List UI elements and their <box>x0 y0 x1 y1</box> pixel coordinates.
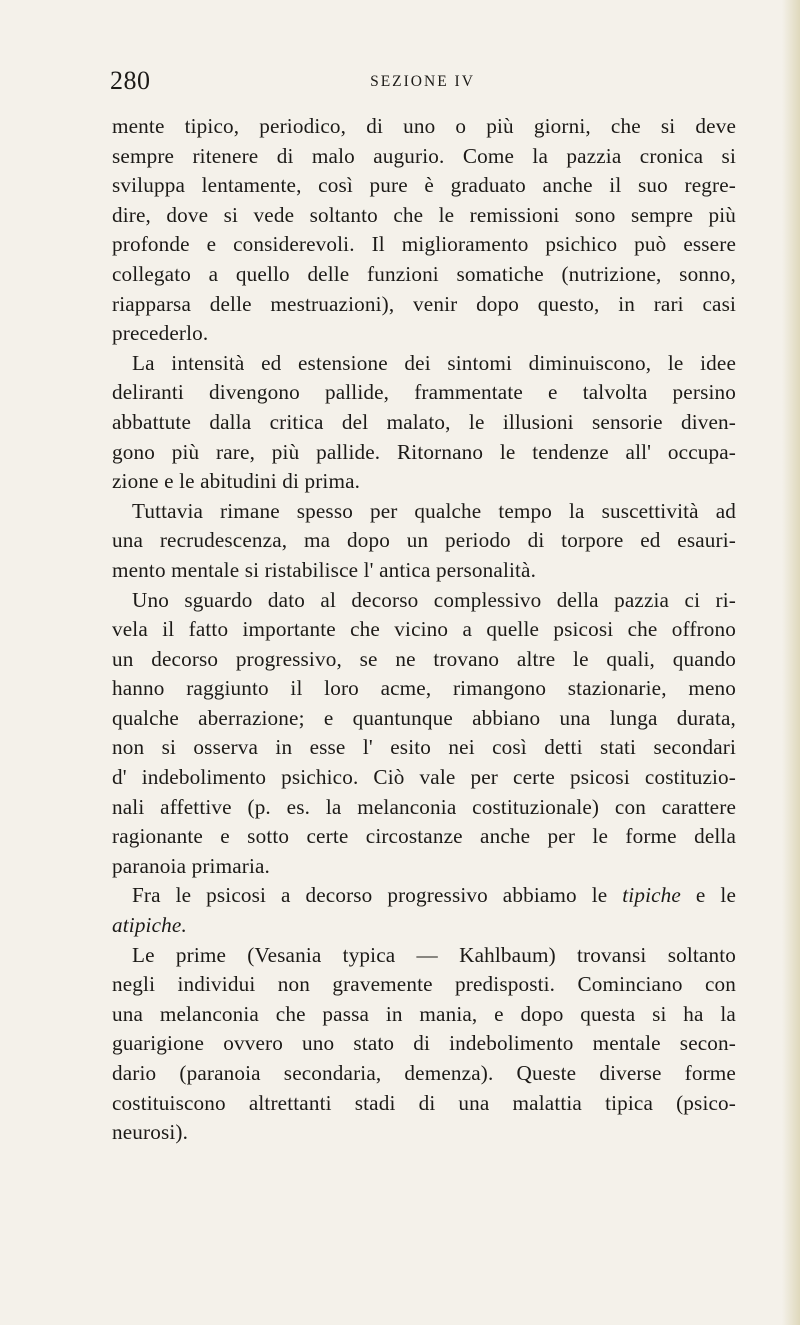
text-line: profonde e considerevoli. Il miglioramento psichico può essere <box>112 232 736 257</box>
text-line: riapparsa delle mestruazioni), venir dopo questo, in rari casi <box>112 291 736 316</box>
text-line: qualche aberrazione; e quantunque abbiano una lunga durata, <box>112 705 736 730</box>
text-line: guarigione ovvero uno stato di indebolimento mentale secon- <box>112 1031 736 1056</box>
text-line: precederlo. <box>112 321 209 346</box>
text-line: sviluppa lentamente, così pure è graduato anche il suo regre- <box>112 173 736 198</box>
page-number: 280 <box>110 66 151 95</box>
text-line: non si osserva in esse l' esito nei così detti stati secondari <box>112 735 736 760</box>
text-fragment: e le <box>680 883 736 908</box>
text-line: mente tipico, periodico, di uno o più giorni, che si deve <box>112 114 736 138</box>
text-line: paranoia primaria. <box>112 853 270 878</box>
text-line: hanno raggiunto il loro acme, rimangono stazionarie, meno <box>112 676 736 701</box>
text-line: La intensità ed estensione dei sintomi diminuiscono, le idee <box>132 350 736 375</box>
text-line: gono più rare, più pallide. Ritornano le tendenze all' occupa- <box>112 439 736 464</box>
text-line: Le prime (Vesania typica — Kahlbaum) trovansi soltanto <box>132 942 736 967</box>
text-line: una melanconia che passa in mania, e dopo questa si ha la <box>112 1001 736 1026</box>
text-line: dire, dove si vede soltanto che le remissioni sono sempre più <box>112 202 736 227</box>
italic-term: tipiche <box>622 883 681 908</box>
text-line: sempre ritenere di malo augurio. Come la pazzia cronica si <box>112 143 736 168</box>
text-line <box>112 911 736 941</box>
running-head <box>110 66 735 96</box>
page-edge-shadow <box>782 0 800 1325</box>
text-line: mento mentale si ristabilisce l' antica personalità. <box>112 557 537 582</box>
text-line: deliranti divengono pallide, frammentate e talvolta persino <box>112 380 736 405</box>
text-line: ragionante e sotto certe circostanze anche per le forme della <box>112 824 736 849</box>
text-line: Tuttavia rimane spesso per qualche tempo la suscettività ad <box>132 498 736 523</box>
text-line: neurosi). <box>112 1120 189 1145</box>
text-line: dario (paranoia secondaria, demenza). Queste diverse forme <box>112 1061 736 1085</box>
text-line <box>112 881 736 911</box>
text-fragment: Fra le psicosi a decorso progressivo abbiamo le <box>132 883 623 908</box>
text-line: d' indebolimento psichico. Ciò vale per certe psicosi costituzio- <box>112 765 736 790</box>
text-line: un decorso progressivo, se ne trovano altre le quali, quando <box>112 646 736 671</box>
text-line: costituiscono altrettanti stadi di una malattia tipica (psico- <box>112 1090 736 1115</box>
italic-term: atipiche. <box>112 913 187 938</box>
section-title: SEZIONE IV <box>370 73 475 90</box>
text-line: una recrudescenza, ma dopo un periodo di torpore ed esauri- <box>112 528 736 553</box>
text-line: zione e le abitudini di prima. <box>112 469 361 494</box>
text-line: abbattute dalla critica del malato, le illusioni sensorie diven- <box>112 409 736 434</box>
text-line: vela il fatto importante che vicino a quelle psicosi che offrono <box>112 617 736 642</box>
text-line: nali affettive (p. es. la melanconia costituzionale) con carattere <box>112 794 736 819</box>
body-text <box>112 112 736 1148</box>
text-line: Uno sguardo dato al decorso complessivo della pazzia ci ri- <box>132 587 736 612</box>
text-line: negli individui non gravemente predisposti. Cominciano con <box>112 972 736 997</box>
text-line: collegato a quello delle funzioni somatiche (nutrizione, sonno, <box>112 261 736 286</box>
